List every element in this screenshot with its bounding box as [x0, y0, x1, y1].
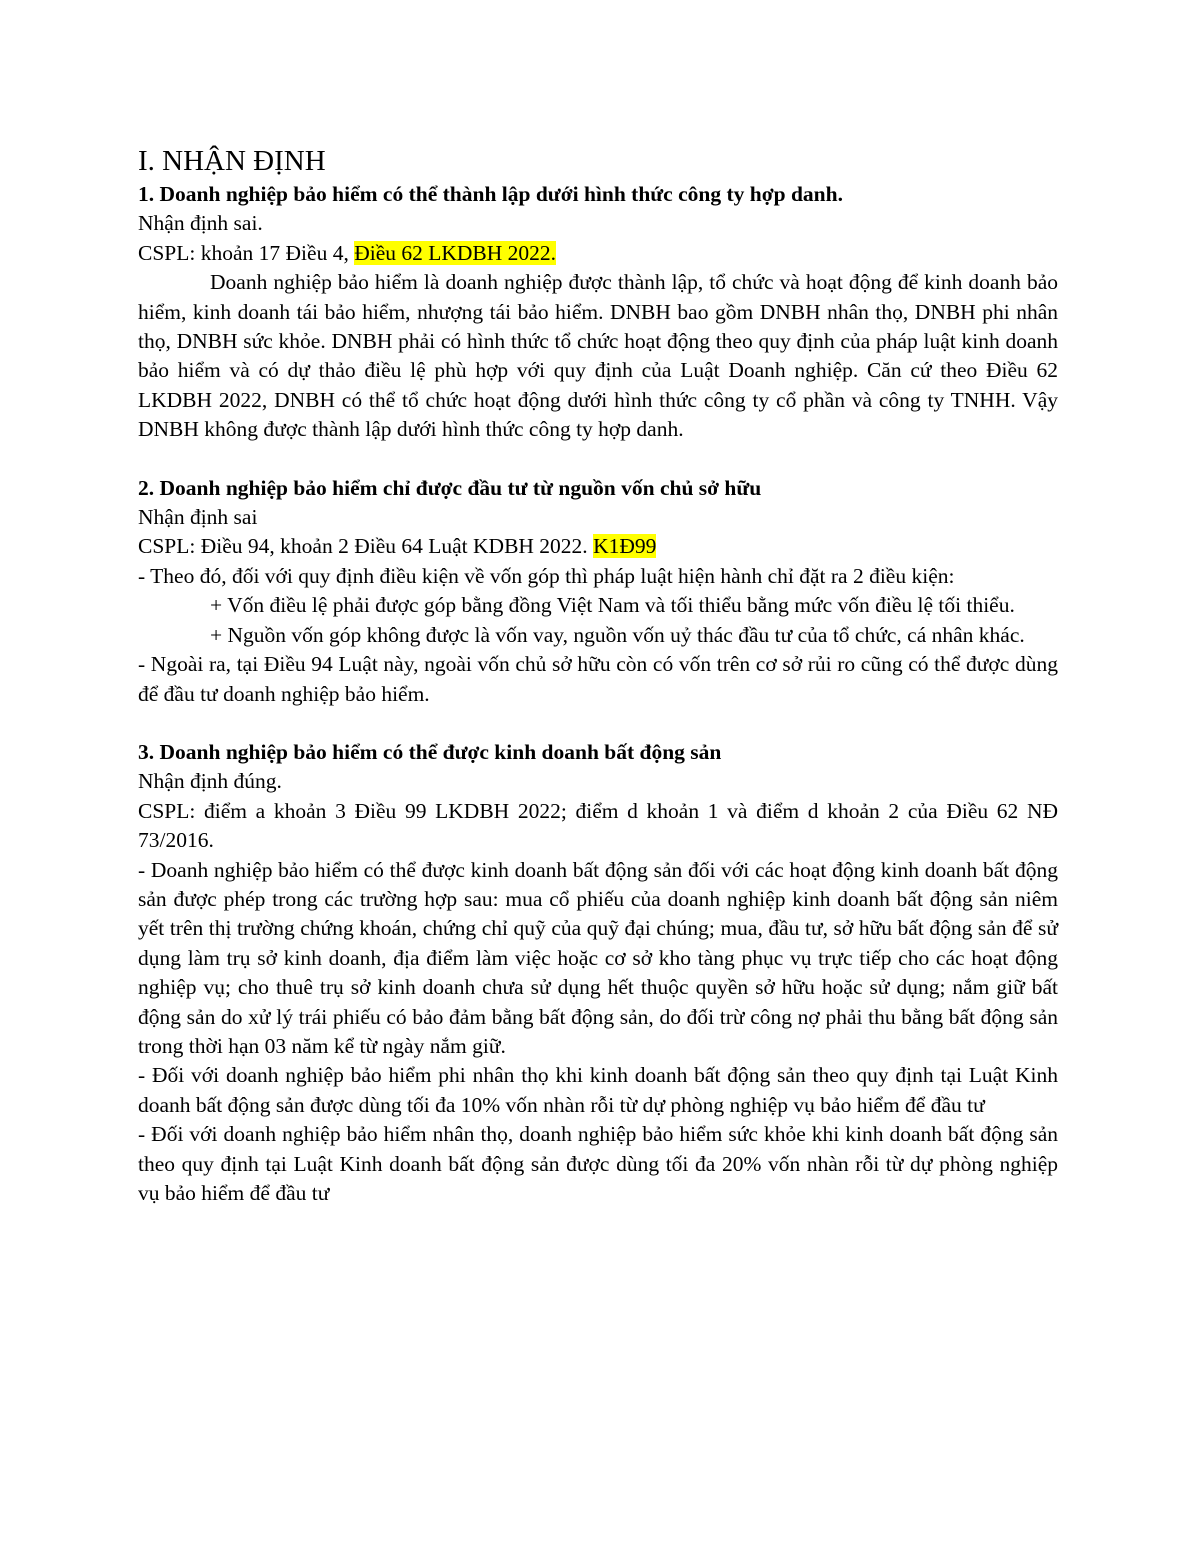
question-2-title: 2. Doanh nghiệp bảo hiểm chỉ được đầu tư từ nguồn vốn chủ sở hữu — [138, 475, 762, 500]
question-3-line: - Đối với doanh nghiệp bảo hiểm nhân thọ, doanh nghiệp bảo hiểm sức khỏe khi kinh doanh bất động sản theo quy định tại Luật Kinh doanh bất động sản được dùng tối đa 20% vốn nhàn rỗi từ dự phòng nghiệp vụ bảo hiểm để đầu tư — [138, 1122, 1058, 1205]
cspl-highlight: K1Đ99 — [593, 534, 657, 559]
cspl-text: CSPL: Điều 94, khoản 2 Điều 64 Luật KDBH 2022. — [138, 534, 594, 559]
question-1-verdict: Nhận định sai. — [138, 211, 263, 236]
cspl-highlight: Điều 62 LKDBH 2022. — [354, 240, 557, 265]
document-page — [138, 142, 1058, 1208]
question-3-line: - Đối với doanh nghiệp bảo hiểm phi nhân thọ khi kinh doanh bất động sản theo quy định tại Luật Kinh doanh bất động sản được dùng tối đa 10% vốn nhàn rỗi từ dự phòng nghiệp vụ bảo hiểm để đầu tư — [138, 1063, 1058, 1117]
spacer — [138, 709, 1058, 738]
question-3-line: - Doanh nghiệp bảo hiểm có thể được kinh doanh bất động sản đối với các hoạt động kinh doanh bất động sản được phép trong các trường hợp sau: mua cổ phiếu của doanh nghiệp kinh doanh bất động sản niêm yết trên thị trường chứng khoán, chứng chỉ quỹ của quỹ đại chúng; mua, đầu tư, sở hữu bất động sản để sử dụng làm trụ sở kinh doanh, địa điểm làm việc hoặc cơ sở kho tàng phục vụ trực tiếp cho các hoạt động nghiệp vụ; cho thuê trụ sở kinh doanh chưa sử dụng hết thuộc quyền sở hữu hoặc sử dụng; nắm giữ bất động sản do xử lý trái phiếu có bảo đảm bằng bất động sản, do đối trừ công nợ phải thu bằng bất động sản trong thời hạn 03 năm kể từ ngày nắm giữ. — [138, 857, 1058, 1058]
question-2-subitem: + Vốn điều lệ phải được góp bằng đồng Việt Nam và tối thiểu bằng mức vốn điều lệ tối thiểu. — [210, 593, 1015, 618]
question-2-cspl — [138, 532, 1058, 561]
cspl-text: CSPL: khoản 17 Điều 4, — [138, 240, 355, 265]
question-2-line: - Ngoài ra, tại Điều 94 Luật này, ngoài vốn chủ sở hữu còn có vốn trên cơ sở rủi ro cũng có thể được dùng để đầu tư doanh nghiệp bảo hiểm. — [138, 652, 1058, 706]
question-3-title: 3. Doanh nghiệp bảo hiểm có thể được kinh doanh bất động sản — [138, 739, 722, 764]
question-1-paragraph: Doanh nghiệp bảo hiểm là doanh nghiệp được thành lập, tổ chức và hoạt động để kinh doanh bảo hiểm, kinh doanh tái bảo hiểm, nhượng tái bảo hiểm. DNBH bao gồm DNBH nhân thọ, DNBH phi nhân thọ, DNBH sức khỏe. DNBH phải có hình thức tổ chức hoạt động theo quy định của pháp luật kinh doanh bảo hiểm và có dự thảo điều lệ phù hợp với quy định của Luật Doanh nghiệp. Căn cứ theo Điều 62 LKDBH 2022, DNBH có thể tổ chức hoạt động dưới hình thức công ty cổ phần và công ty TNHH. Vậy DNBH không được thành lập dưới hình thức công ty hợp danh. — [138, 270, 1058, 442]
question-2-line: - Theo đó, đối với quy định điều kiện về vốn góp thì pháp luật hiện hành chỉ đặt ra 2 điều kiện: — [138, 563, 955, 588]
spacer — [138, 445, 1058, 474]
question-3-cspl: CSPL: điểm a khoản 3 Điều 99 LKDBH 2022; điểm d khoản 1 và điểm d khoản 2 của Điều 62 NĐ 73/2016. — [138, 798, 1058, 853]
question-2-subitem: + Nguồn vốn góp không được là vốn vay, nguồn vốn uỷ thác đầu tư của tổ chức, cá nhân khác. — [210, 622, 1025, 647]
section-heading: I. NHẬN ĐỊNH — [138, 145, 326, 177]
question-3-verdict: Nhận định đúng. — [138, 769, 282, 794]
question-1-title: 1. Doanh nghiệp bảo hiểm có thể thành lập dưới hình thức công ty hợp danh. — [138, 182, 843, 206]
question-1-cspl — [138, 239, 1058, 268]
question-2-verdict: Nhận định sai — [138, 505, 258, 530]
